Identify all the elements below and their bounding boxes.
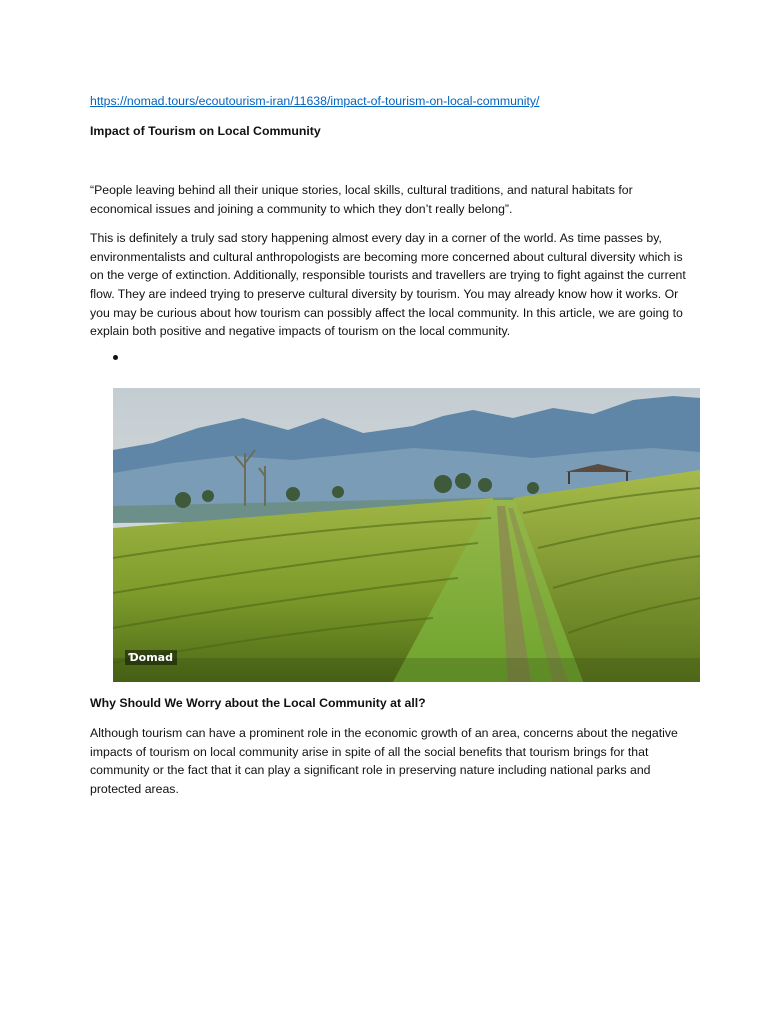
tea-plantation-photo xyxy=(113,388,700,682)
source-link[interactable]: https://nomad.tours/ecoutourism-iran/11638/impact-of-tourism-on-local-community/ xyxy=(90,94,540,108)
intro-paragraph: This is definitely a truly sad story happening almost every day in a corner of the world. As time passes by, environmentalists and cultural anthropologists are becoming more concerned about cultural diversity which is on the verge of extinction. Additionally, responsible tourists and travellers are trying to fight against the current flow. They are indeed trying to preserve cultural diversity by tourism. You may already know how it works. Or you may be curious about how tourism can possibly affect the local community. In this article, we are going to explain both positive and negative impacts of tourism on the local community. xyxy=(90,231,686,339)
document-body xyxy=(90,93,690,366)
photo-illustration xyxy=(113,388,700,682)
section-worry xyxy=(90,695,690,798)
bullet-icon xyxy=(113,355,118,360)
article-title: Impact of Tourism on Local Community xyxy=(90,124,321,138)
quote-paragraph: “People leaving behind all their unique stories, local skills, cultural traditions, and natural habitats for economical issues and joining a community to which they don’t really belong”. xyxy=(90,183,633,216)
watermark-logo: Ɗomad xyxy=(125,650,177,665)
section-paragraph: Although tourism can have a prominent role in the economic growth of an area, concerns about the negative impacts of tourism on local community arise in spite of all the social benefits that tourism brings for that community or the fact that it can play a significant role in preserving nature including national parks and protected areas. xyxy=(90,726,678,796)
bullet-list-item xyxy=(90,348,690,366)
section-heading: Why Should We Worry about the Local Community at all? xyxy=(90,696,426,710)
